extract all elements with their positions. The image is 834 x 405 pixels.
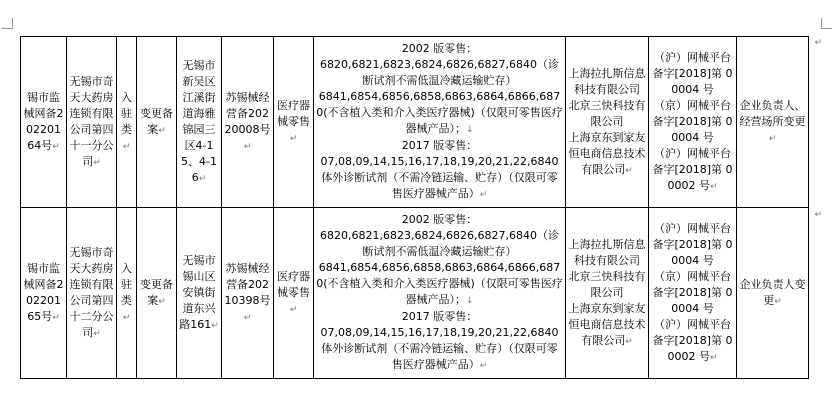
table-row xyxy=(21,37,809,208)
scope-2017-header: 2017 版零售： xyxy=(401,139,478,152)
company-name-cell[interactable]: 无锡市奇天大药房连锁有限公司第四十一分公司↵ xyxy=(67,37,117,208)
platform-record-cell[interactable] xyxy=(649,208,737,379)
scope-2002-line: 6841,6854,6856,6858,6863,6864,6866,6870(不含植入类和介入类医疗器械)（仅限可零售医疗器械产品）；↓ xyxy=(316,261,563,306)
business-scope-cell[interactable] xyxy=(314,208,566,379)
platform-record: （沪）网械平台备字[2018]第 00002 号↵ xyxy=(652,317,733,363)
scope-2002-line: 6841,6854,6856,6858,6863,6864,6866,6870(不含植入类和介入类医疗器械)（仅限可零售医疗器械产品）；↓ xyxy=(316,90,563,135)
business-scope-cell[interactable] xyxy=(314,37,566,208)
platform-name: 上海京东到家友恒电商信息技术有限公司↵ xyxy=(568,130,646,176)
scope-2002-header: 2002 版零售： xyxy=(401,42,478,55)
platform-name: 北京三快科技有限公司 xyxy=(568,98,646,128)
company-name-cell[interactable]: 无锡市奇天大药房连锁有限公司第四十二分公司↵ xyxy=(67,208,117,379)
change-note-cell[interactable]: 企业负责人、经营场所变更↵ xyxy=(737,37,809,208)
license-number-cell[interactable]: 苏锡械经营备20220008号↵ xyxy=(222,37,274,208)
row-end-mark: ↵ xyxy=(814,38,822,48)
address-cell[interactable]: 无锡市锡山区安镇街道东兴路161↵ xyxy=(177,208,222,379)
business-type-cell[interactable]: 医疗器械零售↵ xyxy=(274,37,314,208)
address-cell[interactable]: 无锡市新吴区江溪街道海雅锦园三区4-15、4-16↵ xyxy=(177,37,222,208)
category-cell[interactable]: 入驻类↵ xyxy=(117,208,137,379)
change-note-cell[interactable]: 企业负责人变更↵ xyxy=(737,208,809,379)
platform-record: （沪）网械平台备字[2018]第 00004 号 xyxy=(652,221,733,267)
scope-2002-header: 2002 版零售： xyxy=(401,213,478,226)
platform-name: 上海拉扎斯信息科技有限公司 xyxy=(568,66,646,96)
scope-2017-header: 2017 版零售： xyxy=(401,310,478,323)
change-type-cell[interactable]: 变更备案↵ xyxy=(137,37,177,208)
scope-2002-line: 6820,6821,6823,6824,6826,6827,6840（诊断试剂不需低温冷藏运输贮存） xyxy=(320,58,559,87)
business-type-cell[interactable]: 医疗器械零售↵ xyxy=(274,208,314,379)
margin-corner-mark-right xyxy=(821,18,832,29)
registration-number-cell[interactable]: 锡市监械网备20220164号↵ xyxy=(21,37,67,208)
platform-record: （京）网械平台备字[2018]第 00004 号 xyxy=(652,98,733,144)
change-type-cell[interactable]: 变更备案↵ xyxy=(137,208,177,379)
category-cell[interactable]: 入驻类↵ xyxy=(117,37,137,208)
platform-name: 上海京东到家友恒电商信息技术有限公司↵ xyxy=(568,301,646,347)
platform-record-cell[interactable] xyxy=(649,37,737,208)
scope-2002-line: 6820,6821,6823,6824,6826,6827,6840（诊断试剂不需低温冷藏运输贮存） xyxy=(320,229,559,258)
scope-2017-line: 07,08,09,14,15,16,17,18,19,20,21,22,6840 体外诊断试剂（不需冷链运输、贮存）（仅限可零售医疗器械产品）↵ xyxy=(320,326,559,371)
platform-name-cell[interactable] xyxy=(566,208,649,379)
registration-number-cell[interactable]: 锡市监械网备20220165号↵ xyxy=(21,208,67,379)
scope-2017-line: 07,08,09,14,15,16,17,18,19,20,21,22,6840 体外诊断试剂（不需冷链运输、贮存）（仅限可零售医疗器械产品）↵ xyxy=(320,155,559,200)
platform-name: 上海拉扎斯信息科技有限公司 xyxy=(568,237,646,267)
row-end-mark: ↵ xyxy=(814,210,822,220)
platform-name-cell[interactable] xyxy=(566,37,649,208)
platform-record: （沪）网械平台备字[2018]第 00004 号 xyxy=(652,50,733,96)
margin-corner-mark-left xyxy=(2,18,13,29)
record-table xyxy=(20,36,809,379)
platform-record: （京）网械平台备字[2018]第 00004 号 xyxy=(652,269,733,315)
platform-record: （沪）网械平台备字[2018]第 00002 号↵ xyxy=(652,146,733,192)
table-row xyxy=(21,208,809,379)
platform-name: 北京三快科技有限公司 xyxy=(568,269,646,299)
license-number-cell[interactable]: 苏锡械经营备20210398号↵ xyxy=(222,208,274,379)
